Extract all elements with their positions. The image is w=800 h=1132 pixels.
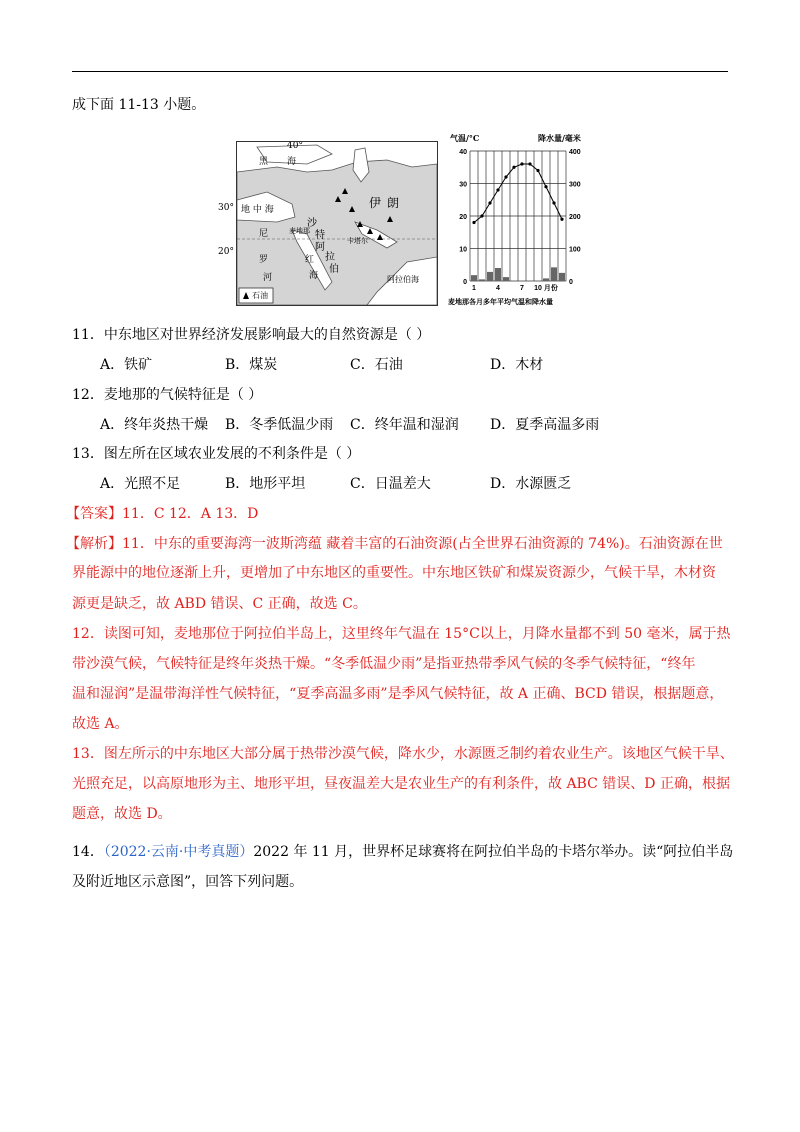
iran-label-2: 朗 [387,196,400,210]
temp-point [496,188,499,191]
temp-point [472,221,475,224]
figure [218,131,598,309]
precip-bar [479,279,485,281]
q14-line-1 [72,842,733,862]
precip-bar [551,267,557,281]
temp-tick-label: 20 [459,214,467,221]
precip-tick-label: 200 [569,214,581,221]
intro-text: 成下面 11-13 小题。 [72,97,206,113]
temp-point [528,162,531,165]
analysis-line-4: 12．读图可知，麦地那位于阿拉伯半岛上，这里终年气温在 15°C以上，月降水量都不到 50 毫米，属于热 [72,626,731,642]
nile-label-1: 尼 [259,229,269,239]
q14-text-1: 2022 年 11 月，世界杯足球赛将在阿拉伯半岛的卡塔尔举办。读“阿拉伯半岛 [253,844,734,860]
q11-stem: 11．中东地区对世界经济发展影响最大的自然资源是（ ） [72,327,431,343]
precip-axis-title: 降水量/毫米 [538,133,581,143]
answer-line [66,504,258,524]
q13-option-a[interactable]: A．光照不足 [100,476,181,492]
temp-tick-label: 10 [459,246,467,254]
saudi-label-1: 沙 [307,218,317,229]
answer-text: 11．C 12．A 13．D [122,506,259,522]
header-rule [72,71,728,72]
temp-point [552,201,555,204]
qatar-label: 卡塔尔 [347,237,368,245]
iran-label-1: 伊 [369,196,382,210]
analysis-line-8: 13．图左所示的中东地区大部分属于热带沙漠气候，降水少，水源匮乏制约着农业生产。该地区气候干旱、 [72,746,734,762]
precip-tick-label: 0 [569,279,573,286]
temp-point [560,218,563,221]
precip-tick-label: 300 [569,181,581,189]
precip-bar [495,268,501,281]
saudi-label-4: 拉 [325,252,335,263]
medina-label: 麦地那 [289,227,310,235]
climate-chart [448,131,598,309]
saudi-label-3: 阿 [315,242,325,253]
temp-point [520,162,523,165]
q14-line-2: 及附近地区示意图”，回答下列问题。 [72,874,304,890]
q11-option-b[interactable]: B．煤炭 [225,357,278,373]
temp-tick-label: 0 [463,279,467,286]
red-sea-label-2: 海 [309,271,319,281]
temp-point [536,169,539,172]
precip-tick-label: 100 [569,246,581,254]
legend-oil-label: 石油 [252,291,268,300]
black-sea-label-2: 海 [287,157,297,167]
arabian-sea-label: 阿拉伯海 [387,275,419,284]
mediterranean-label: 地 中 海 [241,205,274,215]
q12-option-d[interactable]: D．夏季高温多雨 [490,417,600,433]
precip-tick-label: 400 [569,149,581,156]
precip-bar [487,272,493,281]
q13-option-b[interactable]: B．地形平坦 [225,476,306,492]
temp-point [544,185,547,188]
nile-label-2: 罗 [259,255,269,265]
lat-20-label: 20° [218,247,234,257]
q12-option-a[interactable]: A．终年炎热干燥 [100,417,209,433]
q13-option-d[interactable]: D．水源匮乏 [490,476,572,492]
analysis-line-1 [66,534,723,554]
analysis-line-10: 题意，故选 D。 [72,806,172,822]
nile-label-3: 河 [263,273,273,283]
analysis-line-5: 带沙漠气候，气候特征是终年炎热干燥。“冬季低温少雨”是指亚热带季风气候的冬季气候特征，“终年 [72,656,696,672]
q13-stem: 13．图左所在区域农业发展的不利条件是（ ） [72,446,361,462]
q11-option-c[interactable]: C．石油 [350,357,403,373]
q11-option-d[interactable]: D．木材 [490,357,544,373]
temp-point [480,214,483,217]
analysis-line-9: 光照充足，以高原地形为主、地形平坦，昼夜温差大是农业生产的有利条件，故 ABC 错误、D 正确，根据 [72,776,730,792]
temp-axis-title: 气温/°C [450,133,480,143]
middle-east-map [236,141,438,306]
q14-number: 14． [72,844,104,860]
chart-caption: 麦地那各月多年平均气温和降水量 [448,297,553,306]
analysis-line-3: 源更是缺乏，故 ABD 错误、C 正确，故选 C。 [72,596,367,612]
q11-option-a[interactable]: A．铁矿 [100,357,153,373]
red-sea-label-1: 红 [305,255,315,265]
q12-option-b[interactable]: B．冬季低温少雨 [225,417,334,433]
analysis-line-2: 界能源中的地位逐渐上升，更增加了中东地区的重要性。中东地区铁矿和煤炭资源少，气候干旱，木材资 [72,565,716,581]
analysis-line-7: 故选 A。 [72,716,129,732]
temp-point [512,166,515,169]
answer-tag: 【答案】 [66,506,122,522]
temp-tick-label: 30 [459,181,467,189]
analysis-line-6: 温和湿润”是温带海洋性气候特征，“夏季高温多雨”是季风气候特征，故 A 正确、BCD 错误，根据题意， [72,686,724,702]
climate-chart-svg [448,131,598,309]
saudi-label-5: 伯 [329,264,339,275]
month-tick-label: 10 月份 [534,285,558,292]
precip-bar [471,275,477,281]
lat-40-label: 40° [287,141,303,151]
q12-option-c[interactable]: C．终年温和湿润 [350,417,459,433]
saudi-label-2: 特 [315,230,325,241]
precip-bar [559,273,565,281]
q13-option-c[interactable]: C．日温差大 [350,476,431,492]
precip-bar [543,278,549,281]
temp-point [488,201,491,204]
month-tick-label: 7 [520,285,524,292]
analysis-tag: 【解析】 [66,536,122,552]
temp-point [504,175,507,178]
lat-30-label: 30° [218,203,234,213]
q12-stem: 12．麦地那的气候特征是（ ） [72,387,263,403]
q14-source: （2022·云南·中考真题） [103,844,254,860]
month-tick-label: 1 [472,285,476,292]
black-sea-label-1: 黑 [259,157,269,167]
month-tick-label: 4 [496,285,500,292]
temp-tick-label: 40 [459,149,467,156]
analysis-text-1: 11．中东的重要海湾一波斯湾蕴 藏着丰富的石油资源(占全世界石油资源的 74%)。石油资源在世 [122,536,723,552]
precip-bar [503,277,509,281]
